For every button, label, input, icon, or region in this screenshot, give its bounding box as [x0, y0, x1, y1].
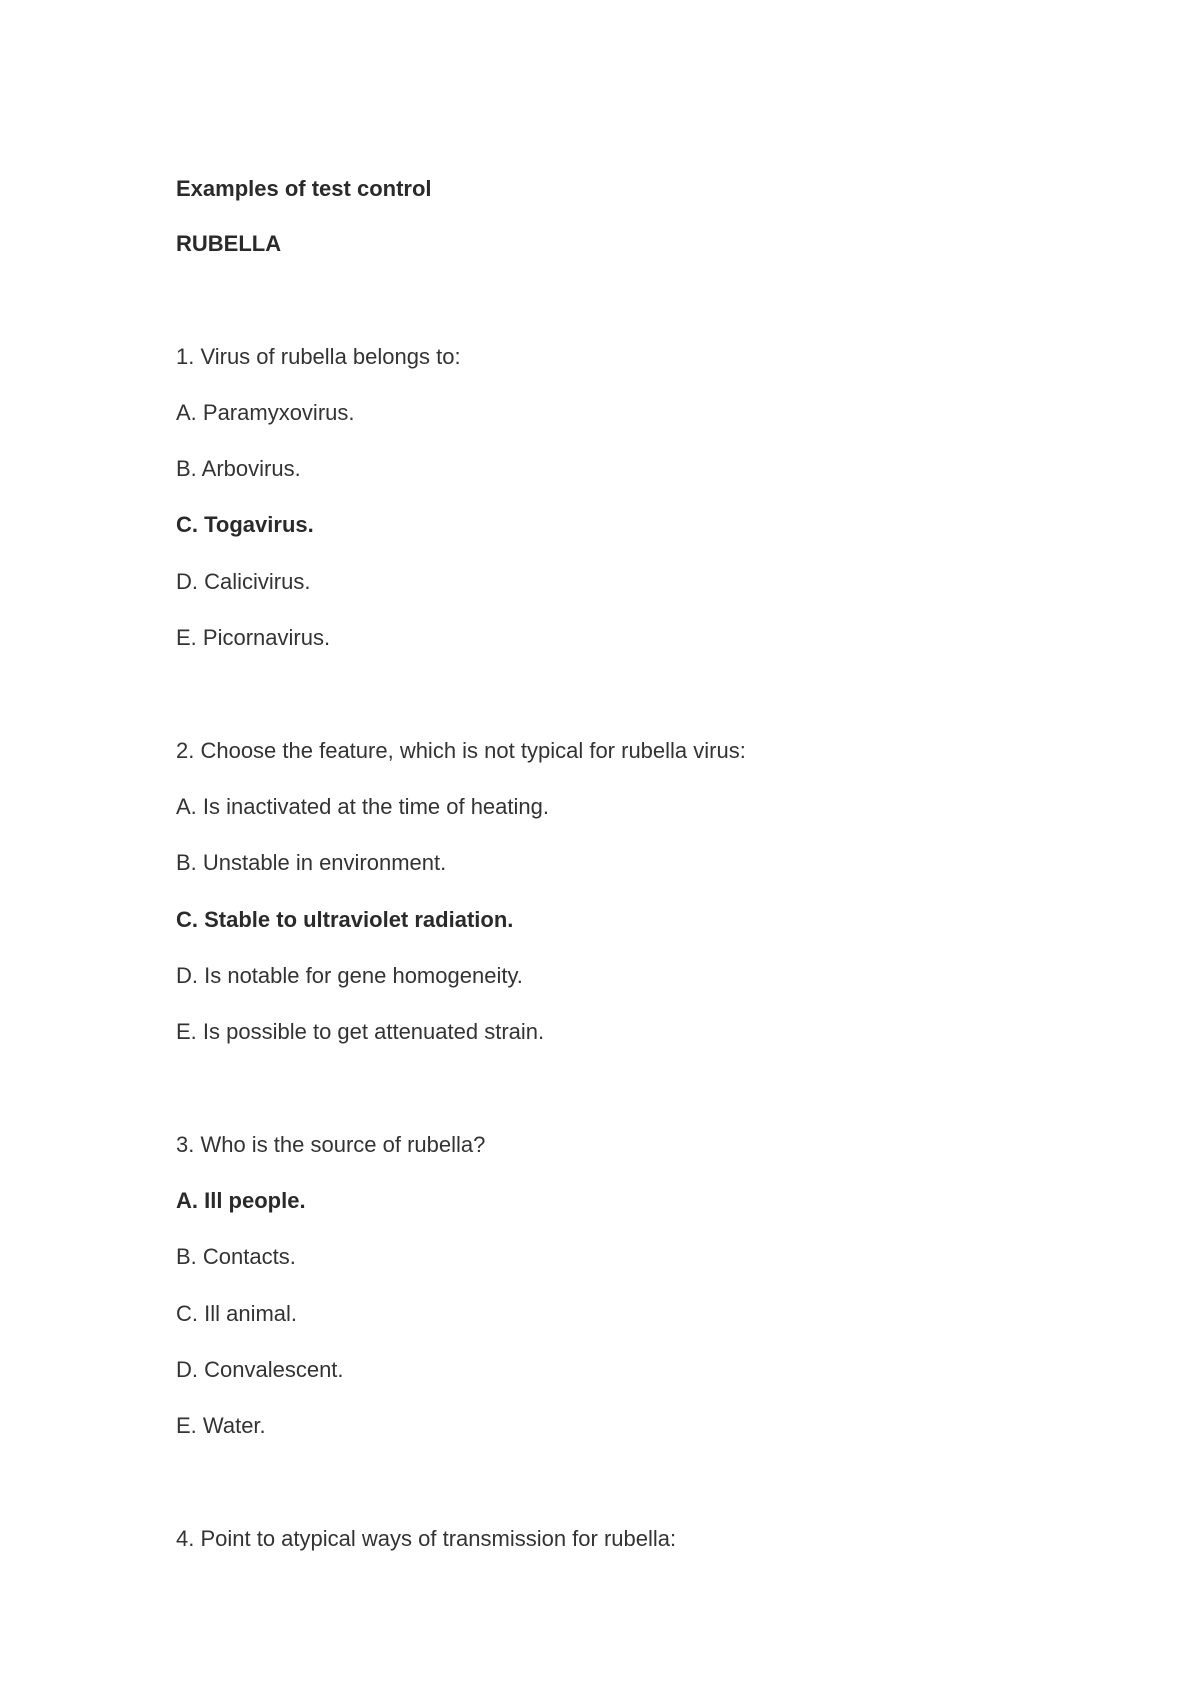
- answer-option: B. Arbovirus.: [176, 456, 301, 481]
- question-text: 4. Point to atypical ways of transmission for rubella:: [176, 1526, 677, 1551]
- topic-title: RUBELLA: [176, 231, 282, 256]
- answer-option-correct: C. Stable to ultraviolet radiation.: [176, 907, 514, 932]
- answer-option: E. Picornavirus.: [176, 625, 331, 650]
- answer-option-correct: A. Ill people.: [176, 1188, 306, 1213]
- question-text: 2. Choose the feature, which is not typical for rubella virus:: [176, 738, 746, 763]
- document-heading: Examples of test control: [176, 176, 432, 201]
- answer-option: C. Ill animal.: [176, 1301, 298, 1326]
- question-text: 1. Virus of rubella belongs to:: [176, 344, 461, 369]
- answer-option: A. Paramyxovirus.: [176, 400, 355, 425]
- answer-option: D. Calicivirus.: [176, 569, 311, 594]
- answer-option: B. Unstable in environment.: [176, 850, 447, 875]
- answer-option: D. Is notable for gene homogeneity.: [176, 963, 523, 988]
- answer-option-correct: C. Togavirus.: [176, 512, 314, 537]
- question-text: 3. Who is the source of rubella?: [176, 1132, 486, 1157]
- answer-option: E. Water.: [176, 1413, 266, 1438]
- answer-option: B. Contacts.: [176, 1244, 296, 1269]
- answer-option: A. Is inactivated at the time of heating.: [176, 794, 549, 819]
- answer-option: E. Is possible to get attenuated strain.: [176, 1019, 545, 1044]
- answer-option: D. Convalescent.: [176, 1357, 344, 1382]
